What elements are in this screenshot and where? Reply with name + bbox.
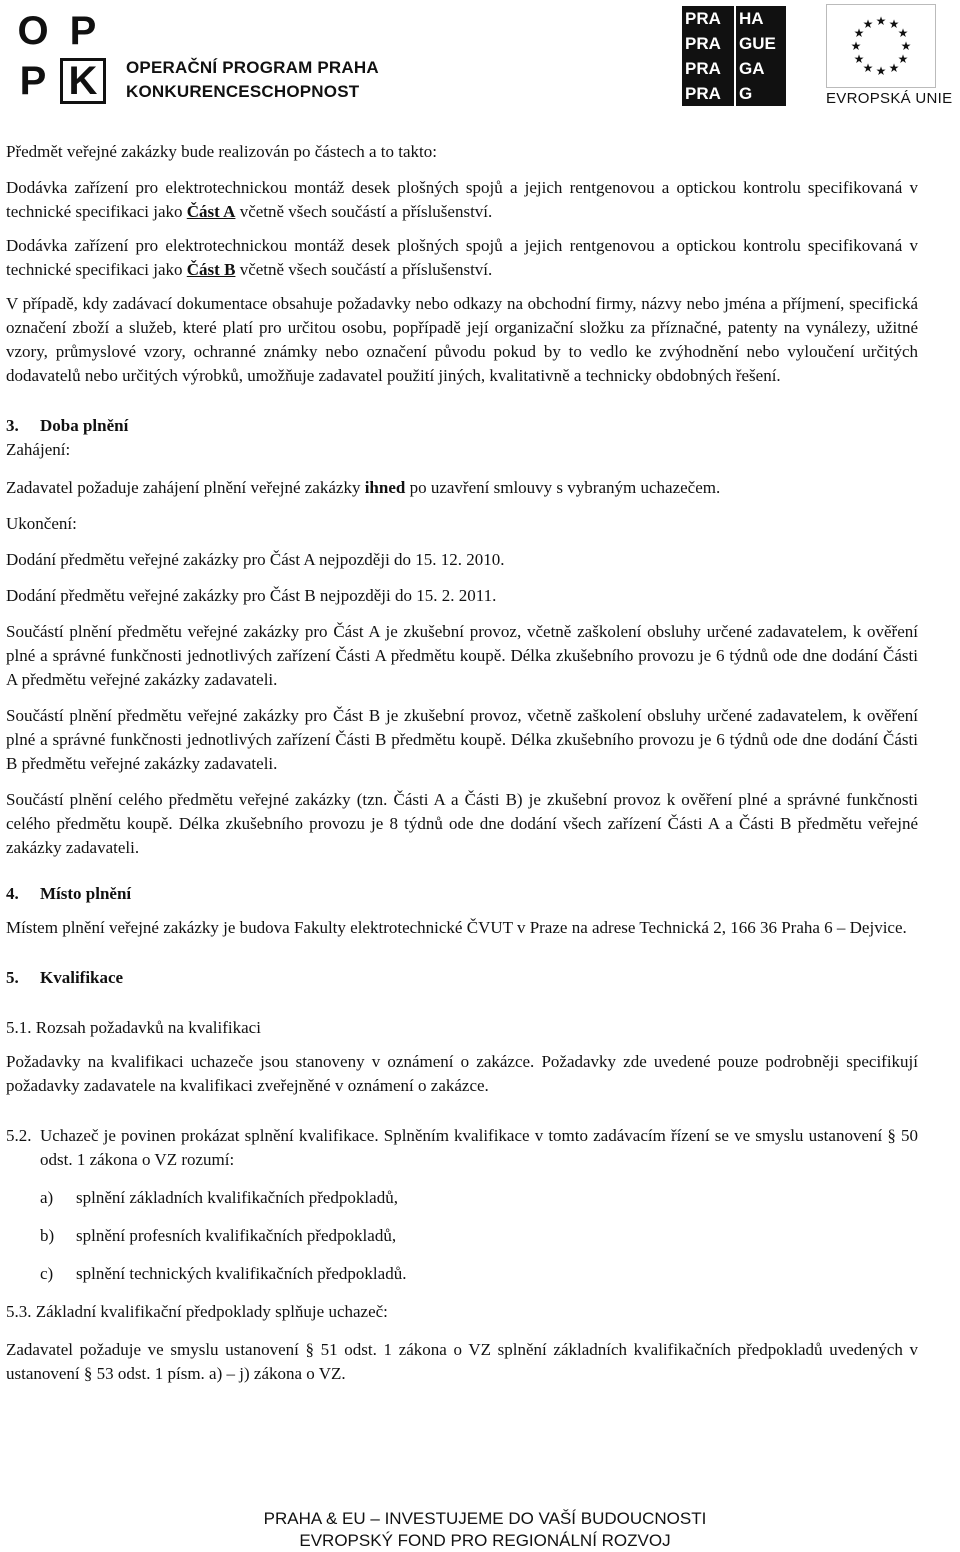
intro-paragraph: Předmět veřejné zakázky bude realizován po částech a to takto: xyxy=(6,142,437,161)
praha-cell: PRA xyxy=(685,84,721,103)
svg-text:★: ★ xyxy=(862,61,874,75)
praha-cell: PRA xyxy=(685,34,721,53)
opp-line-2: KONKURENCESCHOPNOST xyxy=(126,82,360,101)
part-a-label: Část A xyxy=(186,202,236,221)
start-label: Zahájení: xyxy=(6,440,71,459)
opp-letter-p2: P xyxy=(19,58,47,103)
eu-flag-icon xyxy=(826,4,936,88)
section-number: 5. xyxy=(6,968,19,987)
list-letter: a) xyxy=(40,1188,54,1207)
end-part-b: Dodání předmětu veřejné zakázky pro Část B nejpozději do 15. 2. 2011. xyxy=(6,586,497,605)
opp-letter-p1: P xyxy=(69,8,97,53)
part-a-text: Dodávka zařízení pro elektrotechnickou montáž desek plošných spojů a jejich rentgenovou a optickou kontrolu specifikovaná v technické specifikaci jako xyxy=(6,178,918,221)
svg-text:★: ★ xyxy=(875,14,887,28)
subsection-number: 5.1. xyxy=(6,1018,32,1037)
document-footer xyxy=(0,1508,960,1552)
praha-cell: GUE xyxy=(734,31,786,56)
subsection-5-3-text: Zadavatel požaduje ve smyslu ustanovení § 51 odst. 1 zákona o VZ splnění základních kvalifikačních předpokladů uvedených v ustanovení § 53 odst. 1 písm. a) – j) zákona o VZ. xyxy=(6,1340,918,1383)
end-part-a: Dodání předmětu veřejné zakázky pro Část A nejpozději do 15. 12. 2010. xyxy=(6,550,505,569)
list-item xyxy=(6,1186,918,1210)
section-number: 4. xyxy=(6,884,19,903)
part-a-paragraph xyxy=(6,176,918,224)
eu-stars-icon xyxy=(827,5,935,87)
praha-cell: HA xyxy=(734,6,786,31)
part-b-label: Část B xyxy=(186,260,236,279)
list-text: splnění profesních kvalifikačních předpokladů, xyxy=(76,1226,397,1245)
opp-line-1: OPERAČNÍ PROGRAM PRAHA xyxy=(126,58,379,77)
trial-part-a: Součástí plnění předmětu veřejné zakázky pro Část A je zkušební provoz, včetně zaškolení obsluhy určené zadavatelem, k ověření plné a správné funkčnosti jednotlivých zařízení Části A předmětu koupě. Délka zkušebního provozu je 6 týdnů ode dne dodání Části A předmětu veřejné zakázky zadavateli. xyxy=(6,622,918,689)
place-paragraph: Místem plnění veřejné zakázky je budova Fakulty elektrotechnické ČVUT v Praze na adrese Technická 2, 166 36 Praha 6 – Dejvice. xyxy=(6,918,907,937)
start-bold: ihned xyxy=(364,478,406,497)
opp-logo xyxy=(8,6,108,106)
subsection-5-3-heading xyxy=(6,1300,918,1324)
section-5-heading xyxy=(6,966,918,990)
footer-line-1: PRAHA & EU – INVESTUJEME DO VAŠÍ BUDOUCNOSTI xyxy=(263,1509,707,1528)
part-a-text-end: včetně všech součástí a příslušenství. xyxy=(235,202,493,221)
subsection-5-2-text: Uchazeč je povinen prokázat splnění kvalifikace. Splněním kvalifikace v tomto zadávacím řízení se ve smyslu ustanovení § 50 odst. 1 zákona o VZ rozumí: xyxy=(40,1126,918,1169)
end-label: Ukončení: xyxy=(6,514,77,533)
svg-text:★: ★ xyxy=(897,26,909,40)
praha-logo xyxy=(682,6,786,106)
praha-cell: G xyxy=(734,81,786,106)
praha-cell: PRA xyxy=(685,9,721,28)
list-letter: b) xyxy=(40,1226,55,1245)
list-item xyxy=(6,1262,918,1286)
praha-cell: PRA xyxy=(685,59,721,78)
footer-line-2: EVROPSKÝ FOND PRO REGIONÁLNÍ ROZVOJ xyxy=(299,1531,671,1550)
opp-program-name xyxy=(126,56,379,104)
list-text: splnění základních kvalifikačních předpokladů, xyxy=(76,1188,398,1207)
svg-text:★: ★ xyxy=(875,64,887,78)
start-text: Zadavatel požaduje zahájení plnění veřejné zakázky xyxy=(6,478,365,497)
section-title: Kvalifikace xyxy=(40,968,124,987)
part-b-text-end: včetně všech součástí a příslušenství. xyxy=(235,260,493,279)
opp-letter-o: O xyxy=(17,8,49,53)
list-letter: c) xyxy=(40,1264,54,1283)
praha-cell: GA xyxy=(734,56,786,81)
subsection-title: Základní kvalifikační předpoklady splňuje uchazeč: xyxy=(35,1302,388,1321)
svg-text:★: ★ xyxy=(897,52,909,66)
subsection-number: 5.2. xyxy=(6,1126,32,1145)
svg-text:★: ★ xyxy=(853,26,865,40)
part-b-text: Dodávka zařízení pro elektrotechnickou montáž desek plošných spojů a jejich rentgenovou a optickou kontrolu specifikovaná v technické specifikaci jako xyxy=(6,236,918,279)
section-4-heading xyxy=(6,882,918,906)
section-title: Doba plnění xyxy=(40,416,129,435)
eu-label: EVROPSKÁ UNIE xyxy=(826,90,953,107)
part-b-paragraph xyxy=(6,234,918,282)
subsection-title: Rozsah požadavků na kvalifikaci xyxy=(35,1018,261,1037)
svg-text:★: ★ xyxy=(888,61,900,75)
subsection-5-1-text: Požadavky na kvalifikaci uchazeče jsou stanoveny v oznámení o zakázce. Požadavky zde uvedené pouze podrobněji specifikují požadavky zadavatele na kvalifikaci zveřejněné v oznámení o zakázce. xyxy=(6,1052,918,1095)
list-item xyxy=(6,1224,918,1248)
start-paragraph xyxy=(6,476,918,500)
document-body xyxy=(6,140,918,1386)
svg-text:★: ★ xyxy=(888,17,900,31)
section-title: Místo plnění xyxy=(40,884,132,903)
svg-text:★: ★ xyxy=(850,39,862,53)
subsection-5-2 xyxy=(6,1124,918,1172)
trademark-paragraph: V případě, kdy zadávací dokumentace obsahuje požadavky nebo odkazy na obchodní firmy, názvy nebo jména a příjmení, specifická označení zboží a služeb, které platí pro určitou osobu, popřípadě její organizační složku za příznačné, patenty na vynálezy, užitné vzory, průmyslové vzory, ochranné známky nebo označení původu pokud by to vedlo ke zvýhodnění nebo vyloučení určitých dodavatelů nebo určitých výrobků, umožňuje zadavatel použití jiných, kvalitativně a technicky obdobných řešení. xyxy=(6,294,918,385)
trial-part-b: Součástí plnění předmětu veřejné zakázky pro Část B je zkušební provoz, včetně zaškolení obsluhy určené zadavatelem, k ověření plné a správné funkčnosti jednotlivých zařízení Části B předmětu koupě. Délka zkušebního provozu je 6 týdnů ode dne dodání Části B předmětu veřejné zakázky zadavateli. xyxy=(6,706,918,773)
list-text: splnění technických kvalifikačních předpokladů. xyxy=(76,1264,407,1283)
trial-all: Součástí plnění celého předmětu veřejné zakázky (tzn. Části A a Části B) je zkušební provoz k ověření plné a správné funkčnosti celého předmětu koupě. Délka zkušebního provozu je 8 týdnů ode dne dodání všech zařízení Části A a Části B předmětu veřejné zakázky zadavateli. xyxy=(6,790,918,857)
section-number: 3. xyxy=(6,416,19,435)
start-text-end: po uzavření smlouvy s vybraným uchazečem. xyxy=(405,478,721,497)
section-3-heading xyxy=(6,414,918,438)
svg-text:★: ★ xyxy=(900,39,912,53)
opp-letter-k: K xyxy=(60,58,106,104)
svg-text:★: ★ xyxy=(853,52,865,66)
subsection-number: 5.3. xyxy=(6,1302,32,1321)
subsection-5-1-heading xyxy=(6,1016,918,1040)
svg-text:★: ★ xyxy=(862,17,874,31)
document-header xyxy=(0,0,960,115)
